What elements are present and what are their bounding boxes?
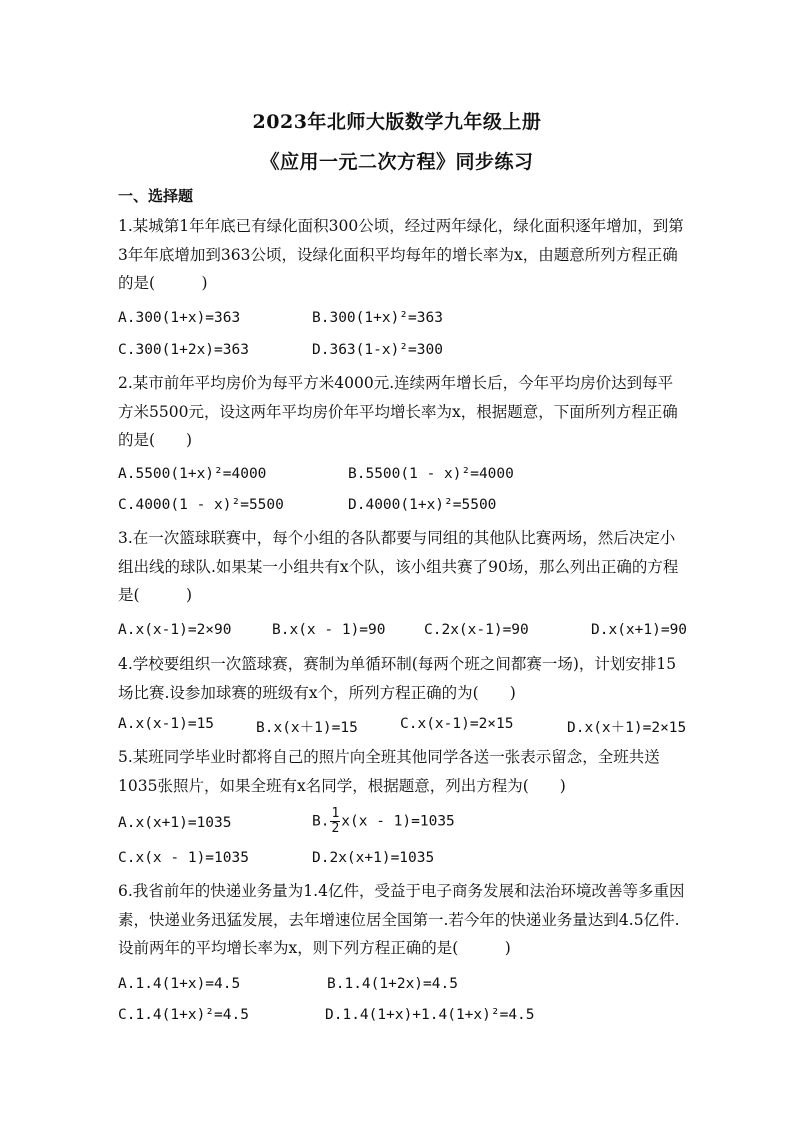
option-b-expression: x(x - 1)=1035	[341, 813, 455, 830]
question-4-option-c: C.x(x-1)=2×15	[400, 716, 514, 732]
question-6-option-c: C.1.4(1+x)²=4.5	[118, 1007, 249, 1023]
question-2-option-a: A.5500(1+x)²=4000	[118, 466, 267, 482]
question-2-option-d: D.4000(1+x)²=5500	[348, 497, 497, 513]
document-subtitle: 《应用一元二次方程》同步练习	[260, 151, 534, 173]
question-3-option-a: A.x(x-1)=2×90	[118, 622, 232, 638]
fraction-denominator: 2	[331, 821, 340, 836]
question-5-option-a: A.x(x+1)=1035	[118, 815, 232, 831]
question-6-stem: 6.我省前年的快递业务量为1.4亿件，受益于电子商务发展和法治环境改善等多重因素，快递业务迅猛发展，去年增速位居全国第一.若今年的快递业务量达到4.5亿件.设前两年的平均增长率为x，则下列方程正确的是( )	[118, 882, 685, 957]
question-6-option-b: B.1.4(1+2x)=4.5	[327, 976, 458, 992]
question-5-option-c: C.x(x - 1)=1035	[118, 850, 249, 866]
question-5-option-b	[312, 807, 455, 836]
question-3-option-d: D.x(x+1)=90	[591, 622, 688, 638]
question-1-option-a: A.300(1+x)=363	[118, 310, 241, 326]
document-title: 2023年北师大版数学九年级上册	[252, 111, 542, 133]
question-1-option-c: C.300(1+2x)=363	[118, 342, 249, 358]
option-b-prefix: B.	[312, 813, 330, 830]
question-4-option-d: D.x(x＋1)=2×15	[567, 720, 687, 736]
question-3-option-c: C.2x(x-1)=90	[424, 622, 529, 638]
question-1-stem: 1.某城第1年年底已有绿化面积300公顷，经过两年绿化，绿化面积逐年增加，到第3年年底增加到363公顷，设绿化面积平均每年的增长率为x，由题意所列方程正确的是( )	[118, 217, 684, 292]
question-2-stem: 2.某市前年平均房价为每平方米4000元.连续两年增长后，今年平均房价达到每平方米5500元，设这两年平均房价年平均增长率为x，根据题意，下面所列方程正确的是( )	[118, 374, 678, 449]
question-6-option-a: A.1.4(1+x)=4.5	[118, 976, 241, 992]
question-1-option-b: B.300(1+x)²=363	[312, 310, 443, 326]
question-1-option-d: D.363(1-x)²=300	[312, 342, 443, 358]
question-4-option-b: B.x(x＋1)=15	[256, 720, 358, 736]
question-2-option-c: C.4000(1 - x)²=5500	[118, 497, 284, 513]
question-2-option-b: B.5500(1 - x)²=4000	[348, 466, 514, 482]
question-3-stem: 3.在一次篮球联赛中，每个小组的各队都要与同组的其他队比赛两场，然后决定小组出线的球队.如果某一小组共有x个队，该小组共赛了90场，那么列出正确的方程是( )	[118, 529, 679, 604]
question-5-option-d: D.2x(x+1)=1035	[312, 850, 435, 866]
question-3-option-b: B.x(x - 1)=90	[272, 622, 386, 638]
question-4-option-a: A.x(x-1)=15	[118, 716, 215, 732]
question-4-stem: 4.学校要组织一次篮球赛，赛制为单循环制(每两个班之间都赛一场)，计划安排15场比赛.设参加球赛的班级有x个，所列方程正确的为( )	[118, 655, 677, 702]
fraction-one-half	[330, 807, 340, 836]
question-5-stem: 5.某班同学毕业时都将自己的照片向全班其他同学各送一张表示留念，全班共送1035张照片，如果全班有x名同学，根据题意，列出方程为( )	[118, 748, 660, 795]
fraction-numerator: 1	[331, 806, 340, 821]
question-6-option-d: D.1.4(1+x)+1.4(1+x)²=4.5	[325, 1007, 535, 1023]
section-heading: 一、选择题	[118, 187, 194, 205]
